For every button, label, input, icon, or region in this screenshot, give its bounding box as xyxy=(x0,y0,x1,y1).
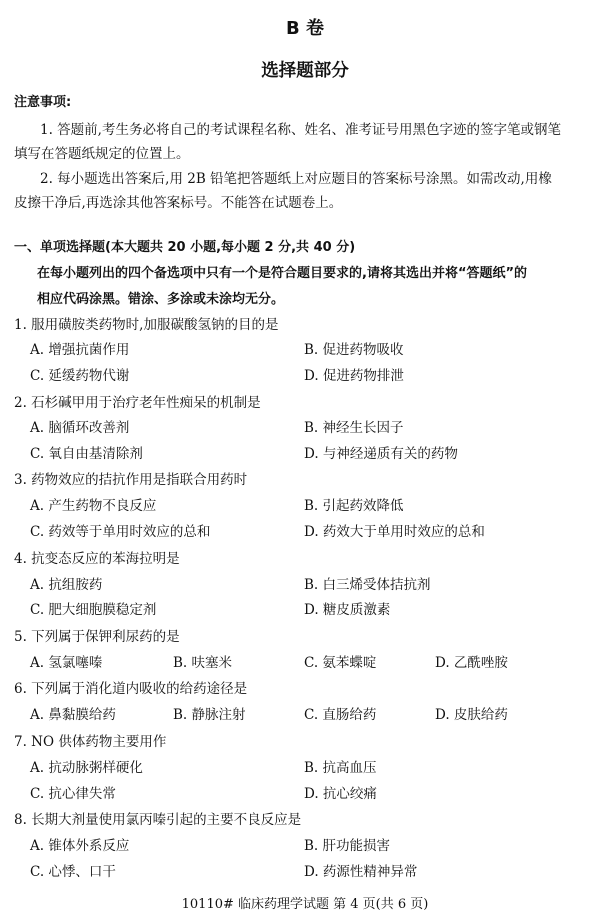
page-footer: 10110# 临床药理学试题 第 4 页(共 6 页) xyxy=(181,897,429,912)
paper-label: B 卷 xyxy=(286,18,324,39)
option-a: A. 产生药物不良反应 xyxy=(30,498,157,514)
option-d: D. 药源性精神异常 xyxy=(304,864,418,880)
option-c: C. 抗心律失常 xyxy=(30,786,116,802)
option-c: C. 氨苯蝶啶 xyxy=(304,655,377,671)
notice-item-2-line-2: 皮擦干净后,再选涂其他答案标号。不能答在试题卷上。 xyxy=(14,195,343,211)
option-b: B. 神经生长因子 xyxy=(304,420,404,436)
option-d: D. 糖皮质激素 xyxy=(304,602,391,618)
section-instruction-line-1: 在每小题列出的四个备选项中只有一个是符合题目要求的,请将其选出并将“答题纸”的 xyxy=(37,266,528,281)
question-stem: 1. 服用磺胺类药物时,加服碳酸氢钠的目的是 xyxy=(14,317,279,333)
option-a: A. 增强抗菌作用 xyxy=(30,342,130,358)
notice-item-1-line-1: 1. 答题前,考生务必将自己的考试课程名称、姓名、准考证号用黑色字迹的签字笔或钢笔 xyxy=(40,122,561,138)
question-stem: 6. 下列属于消化道内吸收的给药途径是 xyxy=(14,681,248,697)
option-a: A. 抗组胺药 xyxy=(30,577,103,593)
section-instruction-line-2: 相应代码涂黑。错涂、多涂或未涂均无分。 xyxy=(37,292,285,307)
option-c: C. 心悸、口干 xyxy=(30,864,116,880)
question-stem: 2. 石杉碱甲用于治疗老年性痴呆的机制是 xyxy=(14,395,261,411)
section-title: 一、单项选择题(本大题共 20 小题,每小题 2 分,共 40 分) xyxy=(14,240,356,255)
option-b: B. 促进药物吸收 xyxy=(304,342,404,358)
option-d: D. 与神经递质有关的药物 xyxy=(304,446,458,462)
option-b: B. 静脉注射 xyxy=(173,707,246,723)
option-b: B. 抗高血压 xyxy=(304,760,377,776)
notice-title: 注意事项: xyxy=(14,95,72,110)
question-stem: 7. NO 供体药物主要用作 xyxy=(14,734,167,750)
option-a: A. 锥体外系反应 xyxy=(30,838,130,854)
option-c: C. 氧自由基清除剂 xyxy=(30,446,143,462)
question-stem: 4. 抗变态反应的苯海拉明是 xyxy=(14,551,180,567)
option-b: B. 白三烯受体拮抗剂 xyxy=(304,577,431,593)
option-d: D. 药效大于单用时效应的总和 xyxy=(304,524,485,540)
question-stem: 5. 下列属于保钾利尿药的是 xyxy=(14,629,180,645)
option-b: B. 引起药效降低 xyxy=(304,498,404,514)
option-d: D. 乙酰唑胺 xyxy=(435,655,508,671)
question-stem: 8. 长期大剂量使用氯丙嗪引起的主要不良反应是 xyxy=(14,812,302,828)
option-c: C. 直肠给药 xyxy=(304,707,377,723)
option-a: A. 抗动脉粥样硬化 xyxy=(30,760,143,776)
section-heading: 选择题部分 xyxy=(261,61,349,81)
option-d: D. 促进药物排泄 xyxy=(304,368,404,384)
option-a: A. 鼻黏膜给药 xyxy=(30,707,116,723)
option-a: A. 氢氯噻嗪 xyxy=(30,655,103,671)
option-d: D. 抗心绞痛 xyxy=(304,786,377,802)
question-stem: 3. 药物效应的拮抗作用是指联合用药时 xyxy=(14,472,248,488)
option-b: B. 呋塞米 xyxy=(173,655,233,671)
option-d: D. 皮肤给药 xyxy=(435,707,508,723)
option-b: B. 肝功能损害 xyxy=(304,838,391,854)
option-a: A. 脑循环改善剂 xyxy=(30,420,130,436)
option-c: C. 肥大细胞膜稳定剂 xyxy=(30,602,157,618)
notice-item-2-line-1: 2. 每小题选出答案后,用 2B 铅笔把答题纸上对应题目的答案标号涂黑。如需改动,用橡 xyxy=(40,171,552,187)
option-c: C. 药效等于单用时效应的总和 xyxy=(30,524,211,540)
notice-item-1-line-2: 填写在答题纸规定的位置上。 xyxy=(14,146,190,162)
option-c: C. 延缓药物代谢 xyxy=(30,368,130,384)
